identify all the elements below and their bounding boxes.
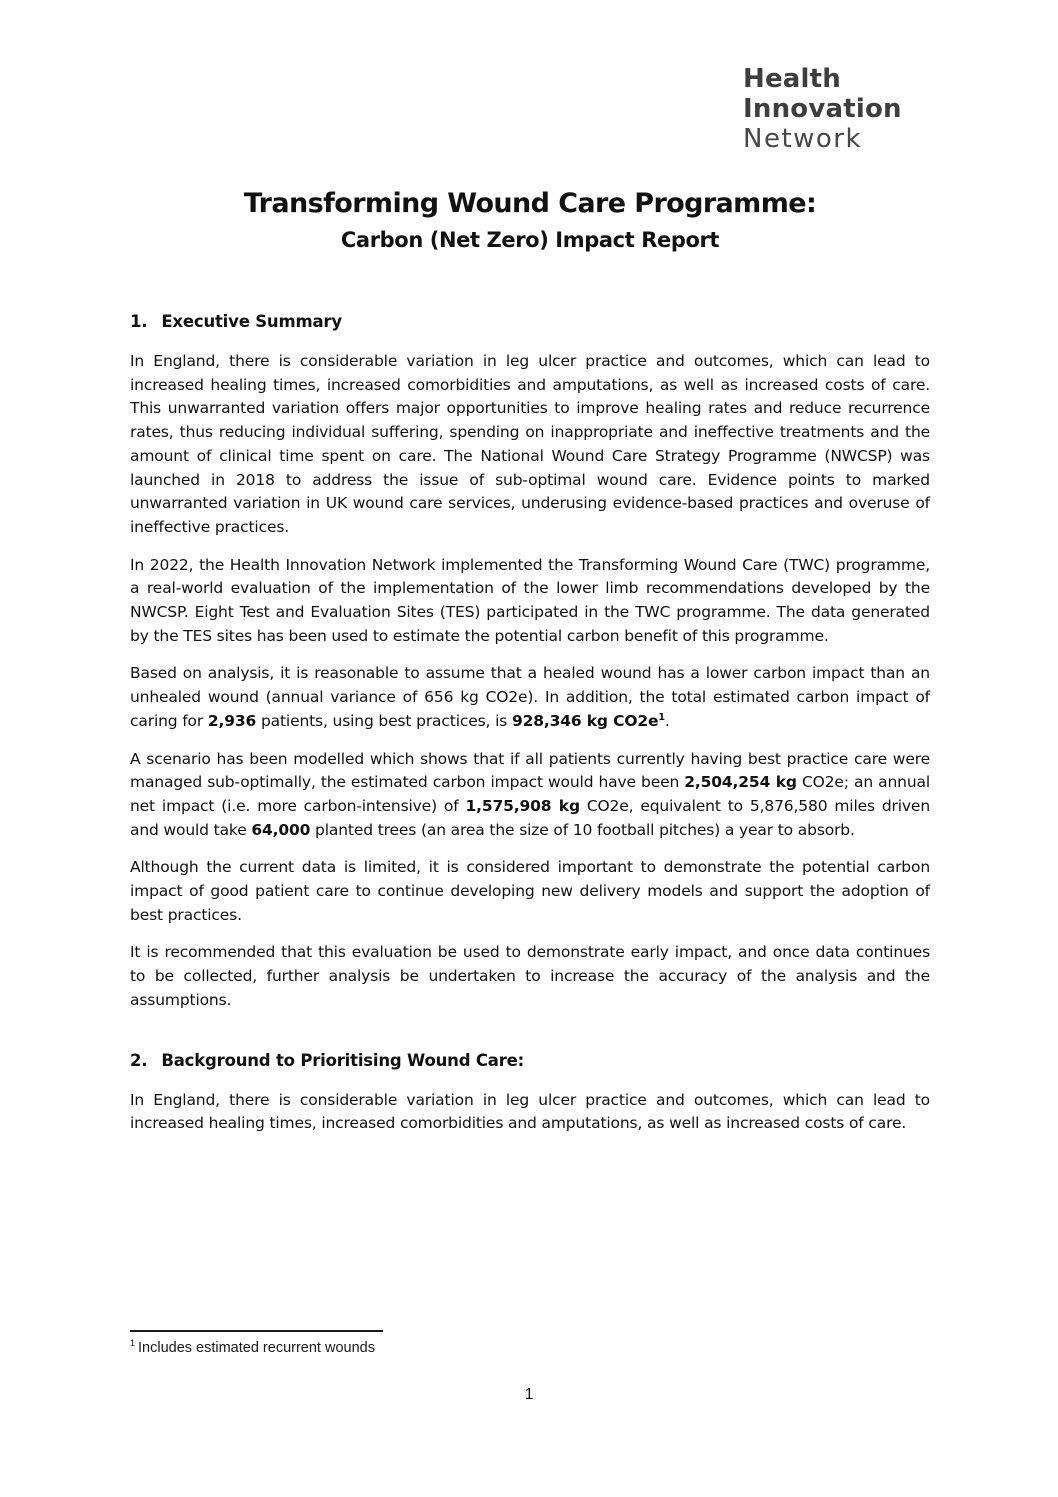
- section-1-paragraph-1: In England, there is considerable variation in leg ulcer practice and outcomes, which can lead to increased healing times, increased comorbidities and amputations, as well as increased costs of care. This unwarranted variation offers major opportunities to improve healing rates and reduce recurrence rates, thus reducing individual suffering, spending on inappropriate and ineffective treatments and the amount of clinical time spent on care. The National Wound Care Strategy Programme (NWCSP) was launched in 2018 to address the issue of sub-optimal wound care. Evidence points to marked unwarranted variation in UK wound care services, underusing evidence-based practices and overuse of ineffective practices.: [130, 352, 930, 536]
- section-1-paragraph-6: It is recommended that this evaluation be used to demonstrate early impact, and once data continues to be collected, further analysis be undertaken to increase the accuracy of the analysis and the assumptions.: [130, 943, 930, 1009]
- footnote-text: [130, 1340, 930, 1356]
- section-2-number: 2.: [130, 1050, 148, 1070]
- section-2-paragraph-1: In England, there is considerable variation in leg ulcer practice and outcomes, which can lead to increased healing times, increased comorbidities and amputations, as well as increased costs of care.: [130, 1090, 930, 1133]
- logo-line-network: Network: [743, 124, 863, 154]
- health-innovation-network-logo: [743, 64, 902, 154]
- section-2-heading: [130, 1051, 930, 1070]
- document-title-block: [130, 188, 930, 252]
- section-1-paragraph-4: A scenario has been modelled which shows that if all patients currently having best practice care were managed sub-optimally, the estimated carbon impact would have been 2,504,254 kg CO2e; an annual net impact (i.e. more carbon-intensive) of 1,575,908 kg CO2e, equivalent to 5,876,580 miles driven and would take 64,000 planted trees (an area the size of 10 football pitches) a year to absorb.: [130, 749, 930, 839]
- section-1-number: 1.: [130, 312, 148, 331]
- section-1-title: Executive Summary: [161, 312, 342, 331]
- logo-line-innovation: Innovation: [743, 94, 902, 124]
- document-title-line-2: Carbon (Net Zero) Impact Report: [340, 228, 720, 252]
- footnote-divider: [130, 1330, 383, 1332]
- page-number: 1: [524, 1386, 534, 1403]
- section-2-title: Background to Prioritising Wound Care:: [161, 1050, 525, 1070]
- document-title-line-1: Transforming Wound Care Programme:: [243, 188, 817, 219]
- section-1-paragraph-2: In 2022, the Health Innovation Network implemented the Transforming Wound Care (TWC) programme, a real-world evaluation of the implementation of the lower limb recommendations developed by the NWCSP. Eight Test and Evaluation Sites (TES) participated in the TWC programme. The data generated by the TES sites has been used to estimate the potential carbon benefit of this programme.: [130, 555, 930, 645]
- footnote-area: [130, 1330, 930, 1356]
- document-body: [130, 312, 930, 1150]
- footnote-marker: 1: [130, 1338, 135, 1349]
- section-1-paragraph-3: Based on analysis, it is reasonable to assume that a healed wound has a lower carbon impact than an unhealed wound (annual variance of 656 kg CO2e). In addition, the total estimated carbon impact of caring for 2,936 patients, using best practices, is 928,346 kg $CO2e^1$.: [130, 664, 930, 730]
- logo-line-health: Health: [743, 64, 841, 94]
- section-1-heading: [130, 312, 930, 331]
- section-1-paragraph-5: Although the current data is limited, it is considered important to demonstrate the potential carbon impact of good patient care to continue developing new delivery models and support the adoption of best practices.: [130, 858, 930, 924]
- footnote-content: Includes estimated recurrent wounds: [138, 1340, 375, 1356]
